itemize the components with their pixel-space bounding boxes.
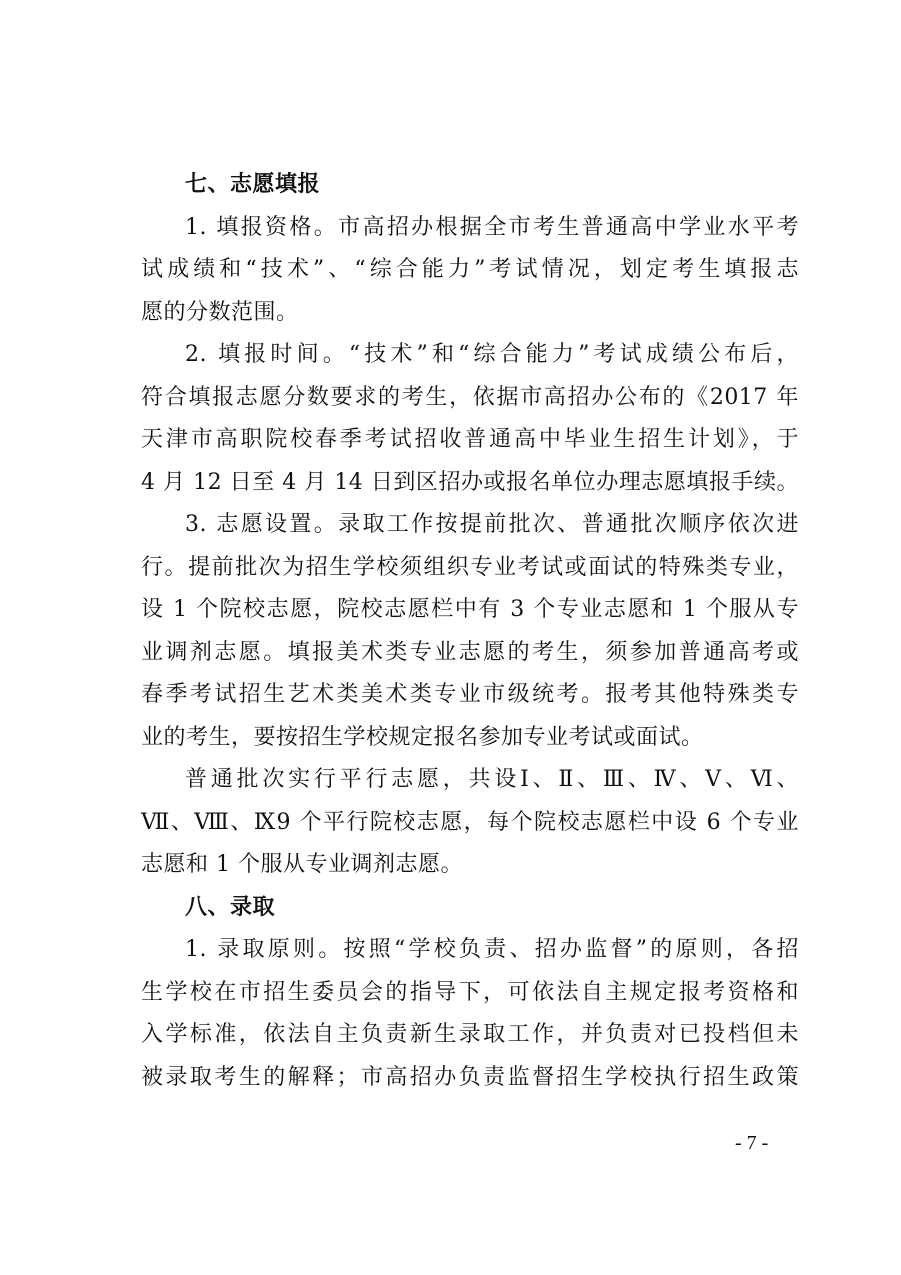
paragraph-line: 设 1 个院校志愿，院校志愿栏中有 3 个专业志愿和 1 个服从专 <box>141 597 799 622</box>
paragraph-line: 天津市高职院校春季考试招收普通高中毕业生招生计划》，于 <box>141 427 799 452</box>
paragraph-line: 4 月 12 日至 4 月 14 日到区招办或报名单位办理志愿填报手续。 <box>141 469 799 495</box>
section-heading: 七、志愿填报 <box>185 172 321 197</box>
paragraph-line: 普通批次实行平行志愿，共设Ⅰ、Ⅱ、Ⅲ、Ⅳ、Ⅴ、Ⅵ、 <box>185 767 799 792</box>
paragraph-line: 被录取考生的解释；市高招办负责监督招生学校执行招生政策 <box>141 1064 799 1090</box>
paragraph-line: 入学标准，依法自主负责新生录取工作，并负责对已投档但未 <box>141 1022 799 1047</box>
paragraph-line: 1. 录取原则。按照“学校负责、招办监督”的原则，各招 <box>185 937 799 962</box>
paragraph-line: 愿的分数范围。 <box>141 299 299 325</box>
page-number: - 7 - <box>735 1132 769 1154</box>
paragraph-line: 志愿和 1 个服从专业调剂志愿。 <box>141 852 463 877</box>
paragraph-line: 业调剂志愿。填报美术类专业志愿的考生，须参加普通高考或 <box>141 639 799 665</box>
paragraph-line: 生学校在市招生委员会的指导下，可依法自主规定报考资格和 <box>141 979 799 1005</box>
document-body <box>141 164 799 1099</box>
paragraph-line: 符合填报志愿分数要求的考生，依据市高招办公布的《2017 年 <box>141 384 799 410</box>
paragraph-line: 2. 填报时间。“技术”和“综合能力”考试成绩公布后， <box>185 342 799 367</box>
section-heading: 八、录取 <box>185 894 276 920</box>
paragraph-line: 业的考生，要按招生学校规定报名参加专业考试或面试。 <box>141 724 704 750</box>
paragraph-line: Ⅶ、Ⅷ、Ⅸ9 个平行院校志愿，每个院校志愿栏中设 6 个专业 <box>141 809 799 835</box>
paragraph-line: 春季考试招生艺术类美术类专业市级统考。报考其他特殊类专 <box>141 682 799 707</box>
paragraph-line: 1. 填报资格。市高招办根据全市考生普通高中学业水平考 <box>185 214 799 240</box>
paragraph-line: 行。提前批次为招生学校须组织专业考试或面试的特殊类专业， <box>141 554 799 580</box>
paragraph-line: 3. 志愿设置。录取工作按提前批次、普通批次顺序依次进 <box>185 512 799 537</box>
paragraph-line: 试成绩和“技术”、“综合能力”考试情况，划定考生填报志 <box>141 257 799 282</box>
